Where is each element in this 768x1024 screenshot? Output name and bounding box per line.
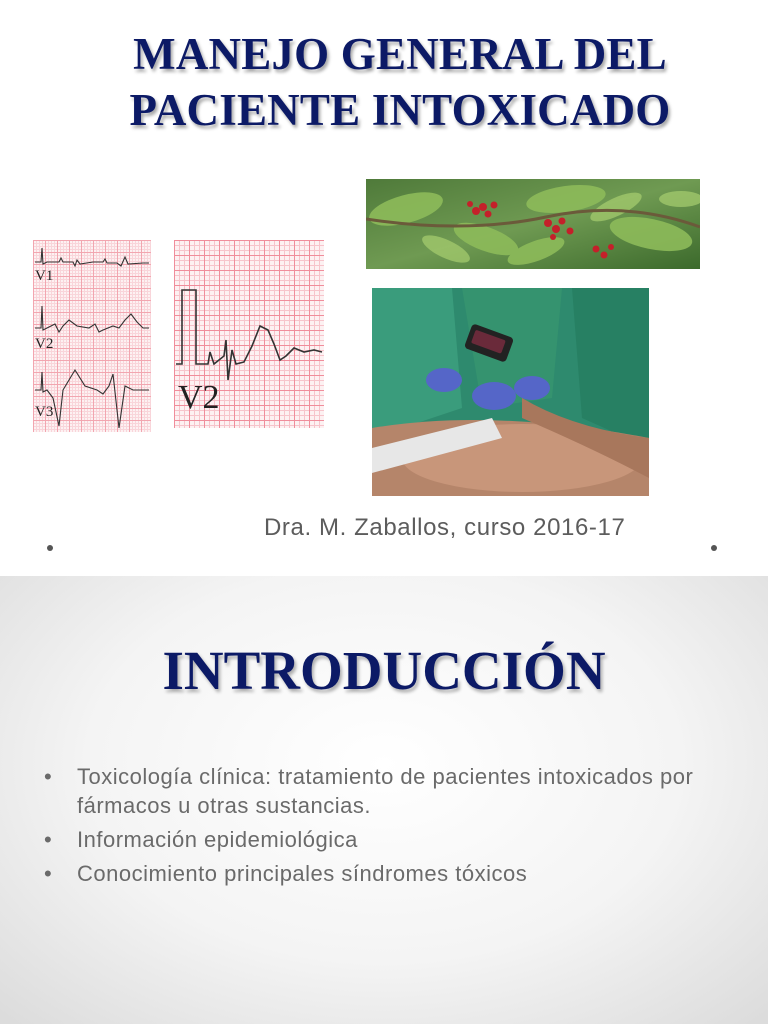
ecg-lead-label: V3 [35,404,54,420]
ecg-lead-label: V2 [178,379,220,416]
title-line-2: PACIENTE INTOXICADO [129,85,671,135]
list-item: • Información epidemiológica [44,825,744,854]
photo-patient-intubation [372,288,649,496]
ecg-image-leads [33,240,151,432]
ecg-image-single-lead [174,240,324,428]
list-item: • Toxicología clínica: tratamiento de pacientes intoxicados por fármacos u otras sustancias. [44,762,744,820]
section-title: INTRODUCCIÓN [162,640,606,701]
ecg-trace-single [174,240,324,428]
author-credit: Dra. M. Zaballos, curso 2016-17 [264,514,626,541]
slide-introduction [0,576,768,1024]
bullet-dot [711,545,717,551]
ecg-lead-label: V1 [35,268,54,284]
title-line-1: MANEJO GENERAL DEL [133,29,667,79]
bullet-list [44,762,744,893]
ecg-trace-v1 [35,248,149,266]
photo-toxic-berries [366,179,700,269]
ecg-traces-leads [33,240,151,432]
ecg-trace-v2 [35,306,149,332]
bullet-dot [47,545,53,551]
slide-title [60,26,740,138]
ecg-lead-label: V2 [35,336,54,352]
list-item: • Conocimiento principales síndromes tóxicos [44,859,744,888]
